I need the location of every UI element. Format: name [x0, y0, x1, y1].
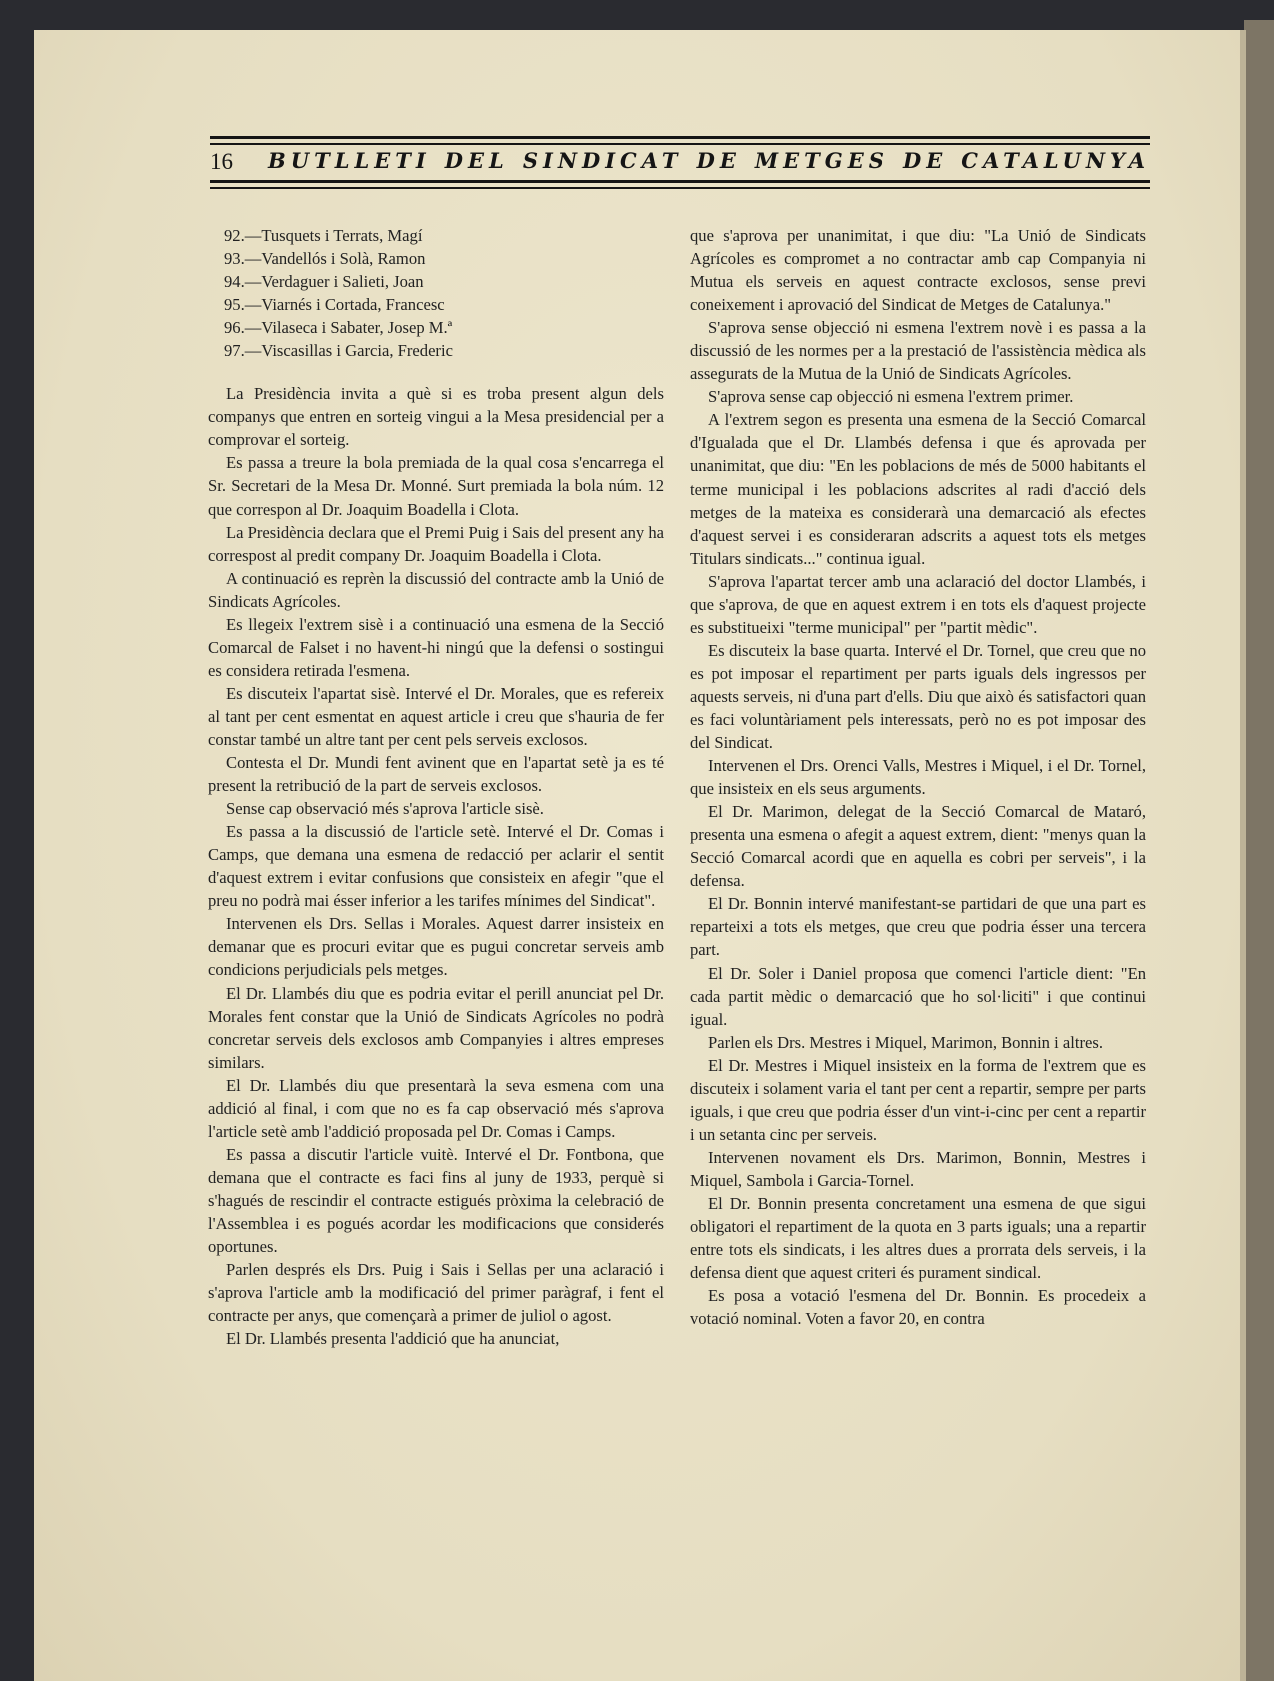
- paragraph: S'aprova l'apartat tercer amb una aclaració del doctor Llambés, i que s'aprova, de que en aquest extrem i en tots els d'aquest projecte es substitueixi "terme municipal" per "partit mèdic".: [690, 571, 1146, 637]
- paragraph: El Dr. Soler i Daniel proposa que comenci l'article dient: "En cada partit mèdic o demarcació que ho sol·liciti" i que continui igual.: [690, 963, 1146, 1029]
- member-list-item: 95.—Viarnés i Cortada, Francesc: [224, 295, 445, 315]
- right-column: [690, 224, 1146, 1330]
- paragraph: Parlen després els Drs. Puig i Sais i Sellas per una aclaració i s'aprova l'article amb la modificació del primer paràgraf, i fent el contracte per anys, que començarà a primer de juliol o agost.: [208, 1260, 664, 1326]
- paragraph: La Presidència declara que el Premi Puig i Sais del present any ha correspost al predit company Dr. Joaquim Boadella i Clota.: [208, 522, 664, 565]
- paragraph: Es passa a la discussió de l'article setè. Intervé el Dr. Comas i Camps, que demana una esmena de redacció per aclarir el sentit d'aquest extrem i evitar confusions que consisteix en afegir "que el preu no podrà mai ésser inferior a les tarifes mínimes del Sindicat".: [208, 822, 664, 911]
- left-column: [208, 224, 664, 1350]
- paragraph: A continuació es reprèn la discussió del contracte amb la Unió de Sindicats Agrícoles.: [208, 568, 664, 611]
- paragraph: Intervenen el Drs. Orenci Valls, Mestres i Miquel, i el Dr. Tornel, que insisteix en els seus arguments.: [690, 756, 1146, 799]
- adjacent-page-edge: [1244, 20, 1274, 1681]
- paragraph: El Dr. Bonnin intervé manifestant-se partidari de que una part es reparteixi a tots els metges, que creu que podria ésser una tercera part.: [690, 894, 1146, 960]
- paragraph: El Dr. Bonnin presenta concretament una esmena de que sigui obligatori el repartiment de la quota en 3 parts iguals; una a repartir entre tots els sindicats, i les altres dues a prorrata dels serveis, i la defensa dient que aquest criteri és purament sindical.: [690, 1193, 1146, 1283]
- member-list-item: 96.—Vilaseca i Sabater, Josep M.ª: [224, 318, 453, 338]
- page-number: 16: [210, 149, 233, 174]
- header-rule-bottom-thin: [210, 187, 1150, 189]
- title-word: DE: [903, 148, 948, 173]
- paragraph: El Dr. Llambés diu que presentarà la seva esmena com una addició al final, i com que no es fa cap observació més s'aprova l'article setè amb l'addició proposada pel Dr. Comas i Camps.: [208, 1075, 664, 1141]
- running-header: [210, 136, 1150, 194]
- paragraph: Es passa a treure la bola premiada de la qual cosa s'encarrega el Sr. Secretari de la Mesa Dr. Monné. Surt premiada la bola núm. 12 que correspon al Dr. Joaquim Boadella i Clota.: [208, 453, 664, 519]
- paragraph: El Dr. Llambés presenta l'addició que ha anunciat,: [226, 1329, 560, 1349]
- title-word: DE: [696, 148, 741, 173]
- paragraph: Parlen els Drs. Mestres i Miquel, Marimon, Bonnin i altres.: [708, 1032, 1103, 1052]
- paragraph: Es discuteix l'apartat sisè. Intervé el Dr. Morales, que es refereix al tant per cent esmentat en aquest article i creu que s'hauria de fer constar també un altre tant per cent pels serveis exclosos.: [208, 683, 664, 749]
- paragraph: Es posa a votació l'esmena del Dr. Bonnin. Es procedeix a votació nominal. Voten a favor 20, en contra: [690, 1286, 1146, 1329]
- header-rule-top: [210, 136, 1150, 139]
- header-rule-top-thin: [210, 143, 1150, 145]
- paragraph: Intervenen els Drs. Sellas i Morales. Aquest darrer insisteix en demanar que es procuri evitar que es pugui concretar serveis amb condicions perjudicials pels metges.: [208, 914, 664, 980]
- title-word: DEL: [444, 148, 509, 173]
- page-shadow: [1240, 30, 1246, 1681]
- paragraph: S'aprova sense objecció ni esmena l'extrem novè i es passa a la discussió de les normes per a la prestació de l'assistència mèdica als assegurats de la Mutua de la Unió de Sindicats Agrícoles.: [690, 318, 1146, 384]
- member-list-item: 97.—Viscasillas i Garcia, Frederic: [224, 341, 453, 361]
- member-list-item: 92.—Tusquets i Terrats, Magí: [224, 226, 423, 245]
- paragraph: Es discuteix la base quarta. Intervé el Dr. Tornel, que creu que no es pot imposar el repartiment per parts iguals dels ingressos per aquests serveis, ni d'una part d'ells. Diu que això és satisfactori quan es faci voluntàriament pels interessats, però no es pot imposar des del Sindicat.: [690, 640, 1146, 753]
- paragraph: El Dr. Llambés diu que es podria evitar el perill anunciat pel Dr. Morales fent constar que la Unió de Sindicats Agrícoles no podrà concretar serveis dels exclosos amb Companyies i altres empreses similars.: [208, 983, 664, 1072]
- paragraph: Es passa a discutir l'article vuitè. Intervé el Dr. Fontbona, que demana que el contracte es faci fins al juny de 1933, perquè si s'hagués de rescindir el contracte estigués pròxima la celebració de l'Assemblea i es pogués acordar les modificacions que considerés oportunes.: [208, 1144, 664, 1257]
- paragraph: A l'extrem segon es presenta una esmena de la Secció Comarcal d'Igualada que el Dr. Llambés defensa i que és aprovada per unanimitat, que diu: "En les poblacions de més de 5000 habitants el terme municipal i les poblacions adscrites al radi d'acció dels metges de la mateixa es considerarà una demarcació als efectes d'aquest servei i es consideraran adscrits a aquest tots els metges Titulars sindicats..." continua igual.: [690, 410, 1146, 568]
- paragraph: Es llegeix l'extrem sisè i a continuació una esmena de la Secció Comarcal de Falset i no havent-hi ningú que la defensi o sostingui es considera retirada l'esmena.: [208, 614, 664, 680]
- paragraph: La Presidència invita a què si es troba present algun dels companys que entren en sorteig vingui a la Mesa presidencial per a comprovar el sorteig.: [208, 384, 664, 450]
- title-word: SINDICAT: [522, 148, 683, 173]
- journal-title: [268, 148, 1150, 173]
- member-list-item: 94.—Verdaguer i Salieti, Joan: [224, 272, 424, 292]
- header-rule-bottom: [210, 180, 1150, 183]
- member-list-item: 93.—Vandellós i Solà, Ramon: [224, 249, 426, 269]
- paragraph: Contesta el Dr. Mundi fent avinent que en l'apartat setè ja es té present la retribució de la part de serveis exclosos.: [208, 753, 664, 796]
- paragraph: que s'aprova per unanimitat, i que diu: "La Unió de Sindicats Agrícoles es compromet a no contractar amb cap Companyia ni Mutua els serveis en aquest contracte exclosos, sense previ coneixement i aprovació del Sindicat de Metges de Catalunya.": [690, 226, 1146, 315]
- title-word: METGES: [754, 148, 889, 173]
- paragraph: Intervenen novament els Drs. Marimon, Bonnin, Mestres i Miquel, Sambola i Garcia-Tornel.: [690, 1147, 1146, 1190]
- title-word: BUTLLETI: [268, 148, 431, 173]
- paragraph: S'aprova sense cap objecció ni esmena l'extrem primer.: [708, 387, 1074, 407]
- paragraph: Sense cap observació més s'aprova l'article sisè.: [226, 799, 544, 819]
- title-word: CATALUNYA: [961, 148, 1150, 173]
- paragraph: El Dr. Mestres i Miquel insisteix en la forma de l'extrem que es discuteix i solament varia el tant per cent a repartir, sempre per parts iguals, i que creu que podria ésser d'un vint-i-cinc per cent a repartir i un setanta cinc per serveis.: [690, 1055, 1146, 1144]
- paragraph: El Dr. Marimon, delegat de la Secció Comarcal de Mataró, presenta una esmena o afegit a aquest extrem, dient: "menys quan la Secció Comarcal acordi que en aquella es cobri per serveis", i la defensa.: [690, 802, 1146, 891]
